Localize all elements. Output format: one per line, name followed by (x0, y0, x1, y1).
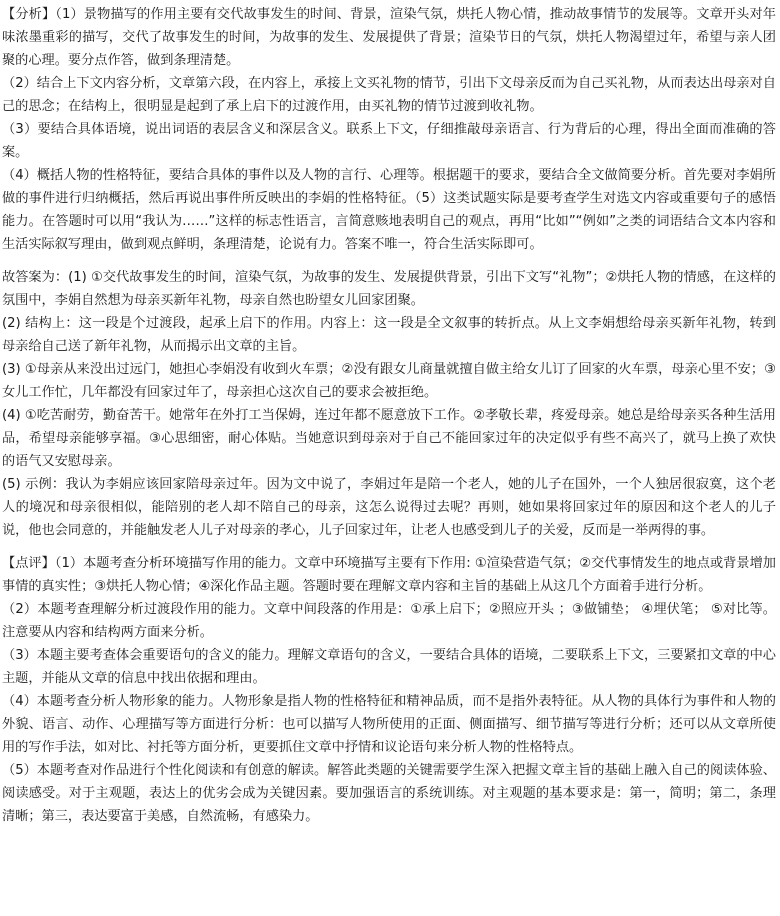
answer-paragraph-1: 故答案为：(1) ①交代故事发生的时间，渲染气氛，为故事的发生、发展提供背景，引出下文写“礼物”；②烘托人物的情感，在这样的氛围中，李娟自然想为母亲买新年礼物，母亲自然也盼望女儿回家团聚。 (2, 270, 776, 308)
comment-paragraph-2: （2）本题考查理解分析过渡段作用的能力。文章中间段落的作用是：①承上启下；②照应开头 ；③做铺垫； ④埋伏笔； ⑤对比等。注意要从内容和结构两方面来分析。 (2, 602, 776, 640)
comment-paragraph-1: 【点评】（1）本题考查分析环境描写作用的能力。文章中环境描写主要有下作用: ①渲染营造气氛；②交代事情发生的地点或背景增加事情的真实性；③烘托人物心情；④深化作品主题。答题时要在理解文章内容和主旨的基础上从这几个方面着手进行分析。 (2, 556, 776, 594)
answer-paragraph-2: (2) 结构上：这一段是个过渡段，起承上启下的作用。内容上：这一段是全文叙事的转折点。从上文李娟想给母亲买新年礼物，转到母亲给自己送了新年礼物，从而揭示出文章的主旨。 (2, 316, 776, 354)
comment-section (2, 552, 776, 828)
answer-paragraph-5: (5) 示例：我认为李娟应该回家陪母亲过年。因为文中说了，李娟过年是陪一个老人，她的儿子在国外，一个人独居很寂寞，这个老人的境况和母亲很相似，能陪别的老人却不陪自己的母亲，这怎么说得过去呢？再则，她如果将回家过年的原因和这个老人的儿子说，他也会同意的，并能触发老人儿子对母亲的孝心，儿子回家过年，让老人也感受到儿子的关爱，反而是一举两得的事。 (2, 477, 776, 538)
analysis-paragraph-2: （2）结合上下文内容分析，文章第六段，在内容上，承接上文买礼物的情节，引出下文母亲反而为自己买礼物，从而表达出母亲对自己的思念；在结构上，很明显是起到了承上启下的过渡作用，由买礼物的情节过渡到收礼物。 (2, 76, 776, 114)
analysis-paragraph-3: （3）要结合具体语境，说出词语的表层含义和深层含义。联系上下文，仔细推敲母亲语言、行为背后的心理，得出全面而准确的答案。 (2, 122, 776, 160)
analysis-paragraph-4: （4）概括人物的性格特征，要结合具体的事件以及人物的言行、心理等。根据题干的要求，要结合全文做简要分析。首先要对李娟所做的事件进行归纳概括，然后再说出事件所反映出的李娟的性格特征。（5）这类试题实际是要考查学生对选文内容或重要句子的感悟能力。在答题时可以用“我认为……”这样的标志性语言，言简意赅地表明自己的观点，再用“比如”“例如”之类的词语结合文本内容和生活实际叙写理由，做到观点鲜明，条理清楚，论说有力。答案不唯一，符合生活实际即可。 (2, 168, 776, 252)
comment-paragraph-5: （5）本题考查对作品进行个性化阅读和有创意的解读。解答此类题的关键需要学生深入把握文章主旨的基础上融入自己的阅读体验、阅读感受。对于主观题，表达上的优劣会成为关键因素。要加强语言的系统训练。对主观题的基本要求是：第一，简明；第二，条理清晰；第三，表达要富于美感，自然流畅，有感染力。 (2, 763, 776, 824)
analysis-section (2, 3, 776, 256)
answer-paragraph-4: (4) ①吃苦耐劳，勤奋苦干。她常年在外打工当保姆，连过年都不愿意放下工作。②孝敬长辈，疼爱母亲。她总是给母亲买各种生活用品，希望母亲能够享福。③心思细密，耐心体贴。当她意识到母亲对于自己不能回家过年的决定似乎有些不高兴了，就马上换了欢快的语气又安慰母亲。 (2, 408, 776, 469)
section-gap (2, 256, 776, 266)
comment-paragraph-4: （4）本题考查分析人物形象的能力。人物形象是指人物的性格特征和精神品质，而不是指外表特征。从人物的具体行为事件和人物的外貌、语言、动作、心理描写等方面进行分析：也可以描写人物所使用的正面、侧面描写、细节描写等进行分析；还可以从文章所使用的写作手法，如对比、衬托等方面分析，更要抓住文章中抒情和议论语句来分析人物的性格特点。 (2, 694, 776, 755)
analysis-paragraph-1: 【分析】（1）景物描写的作用主要有交代故事发生的时间、背景，渲染气氛，烘托人物心情，推动故事情节的发展等。文章开头对年味浓墨重彩的描写，交代了故事发生的时间，为故事的发生、发展提供了背景；渲染节日的气氛，烘托人物渴望过年，希望与亲人团聚的心理。要分点作答，做到条理清楚。 (2, 7, 776, 68)
answer-paragraph-3: (3) ①母亲从来没出过远门，她担心李娟没有收到火车票；②没有跟女儿商量就擅自做主给女儿订了回家的火车票，母亲心里不安；③女儿工作忙，几年都没有回家过年了，母亲担心这次自己的要求会被拒绝。 (2, 362, 776, 400)
section-gap (2, 542, 776, 552)
comment-paragraph-3: （3）本题主要考查体会重要语句的含义的能力。理解文章语句的含义，一要结合具体的语境，二要联系上下文，三要紧扣文章的中心主题，并能从文章的信息中找出依据和理由。 (2, 648, 776, 686)
answer-section (2, 266, 776, 542)
